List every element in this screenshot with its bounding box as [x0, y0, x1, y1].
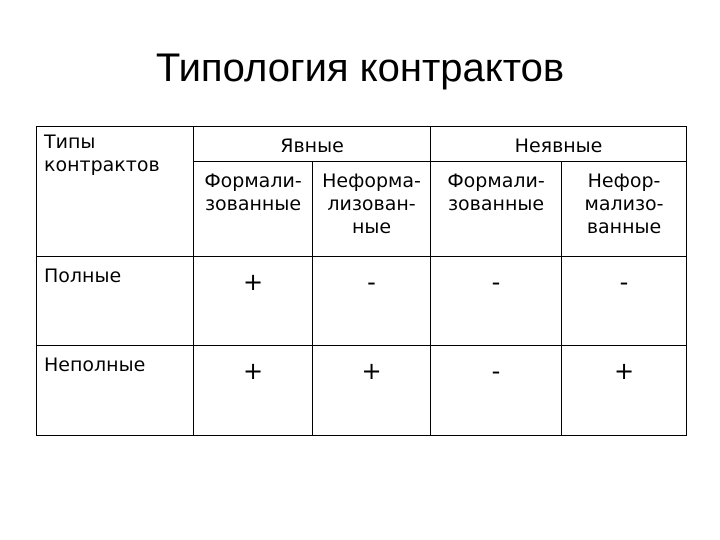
corner-label-line: Типы [44, 131, 96, 153]
table-header-row [37, 127, 687, 162]
table-cell: - [431, 346, 562, 436]
subheader-line: Неформа- [322, 170, 421, 192]
subheader-line: мализо- [584, 193, 664, 215]
row-label-partial: Неполные [37, 346, 194, 436]
table-cell: - [431, 257, 562, 346]
table-row [37, 257, 687, 346]
subheader-implicit-formalized [431, 162, 562, 257]
subheader-line: Нефор- [587, 170, 661, 192]
table-cell: - [562, 257, 687, 346]
subheader-line: Формали- [447, 170, 545, 192]
subheader-explicit-formalized [194, 162, 313, 257]
subheader-line: зованные [447, 193, 545, 215]
subheader-line: ванные [586, 216, 662, 238]
corner-header-cell [37, 127, 194, 257]
subheader-line: лизован- [327, 193, 416, 215]
table-cell: + [194, 257, 313, 346]
table-cell: + [313, 346, 431, 436]
table-row [37, 346, 687, 436]
subheader-explicit-informal [313, 162, 431, 257]
group-header-implicit: Неявные [431, 127, 687, 162]
subheader-implicit-informal [562, 162, 687, 257]
row-label-full: Полные [37, 257, 194, 346]
table-cell: - [313, 257, 431, 346]
subheader-line: Формали- [204, 170, 302, 192]
group-header-explicit: Явные [194, 127, 431, 162]
corner-label-line: контрактов [44, 154, 160, 176]
table-cell: + [562, 346, 687, 436]
slide-title: Типология контрактов [155, 46, 565, 90]
table-cell: + [194, 346, 313, 436]
subheader-line: зованные [204, 193, 302, 215]
contract-typology-table [36, 126, 687, 436]
subheader-line: ные [351, 216, 392, 238]
